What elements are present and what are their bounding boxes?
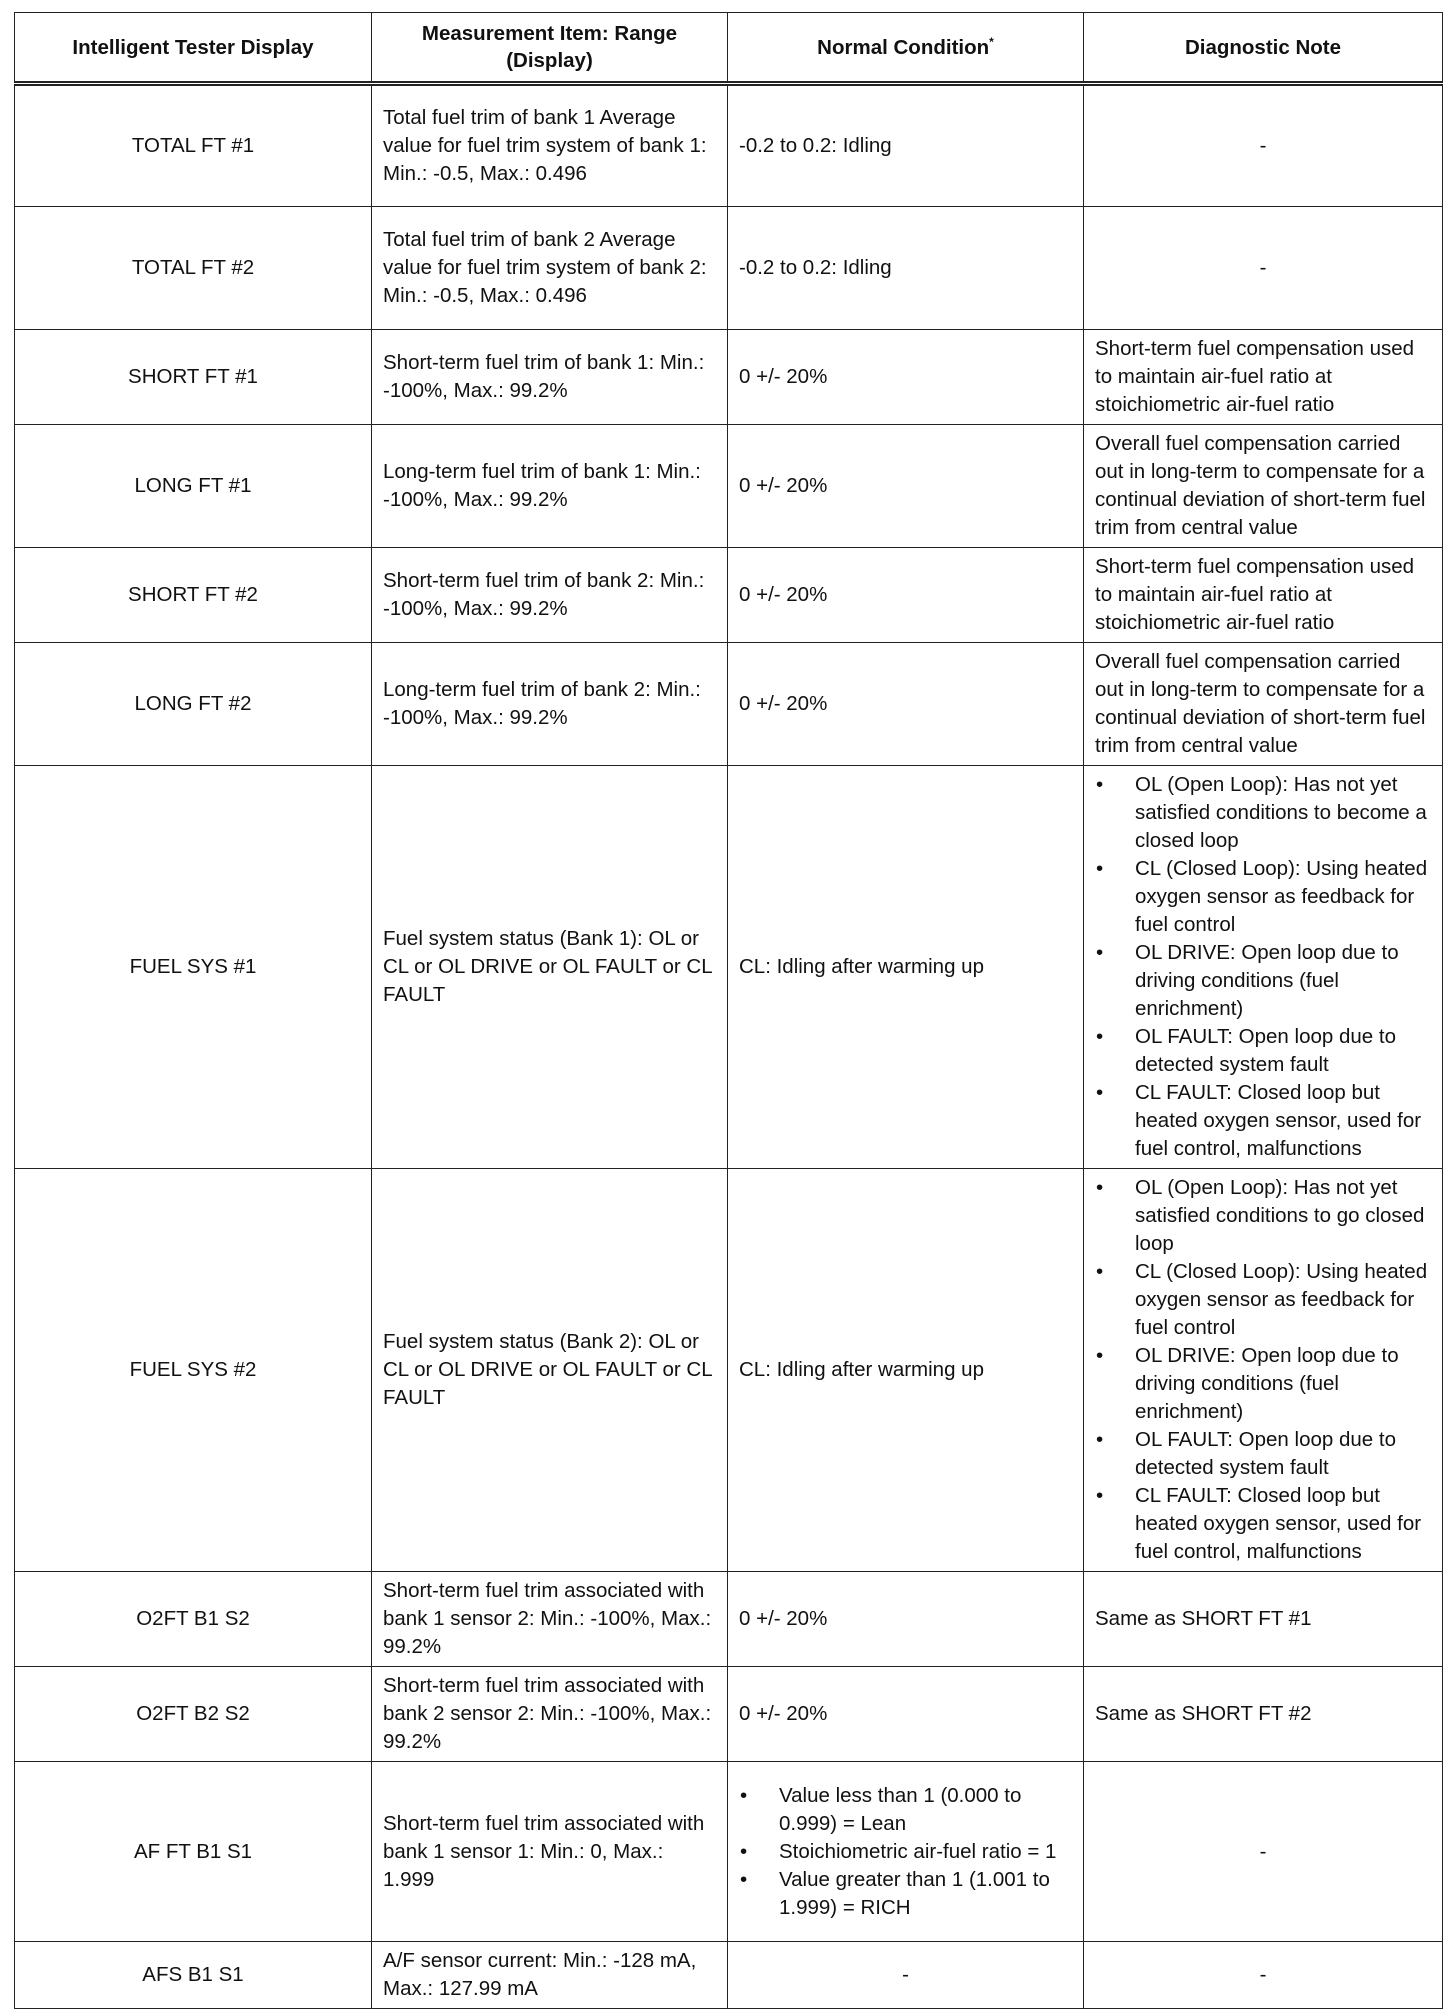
range-cell: Long-term fuel trim of bank 1: Min.: -100%, Max.: 99.2% xyxy=(372,425,728,548)
range-cell: Short-term fuel trim associated with bank 1 sensor 2: Min.: -100%, Max.: 99.2% xyxy=(372,1572,728,1667)
data-list-table xyxy=(14,12,1443,2009)
range-cell: Long-term fuel trim of bank 2: Min.: -100%, Max.: 99.2% xyxy=(372,643,728,766)
display-cell: TOTAL FT #2 xyxy=(15,207,372,330)
normal-cell: CL: Idling after warming up xyxy=(728,766,1084,1169)
table-row xyxy=(15,1667,1443,1762)
table-row xyxy=(15,1572,1443,1667)
range-cell: Short-term fuel trim of bank 2: Min.: -100%, Max.: 99.2% xyxy=(372,548,728,643)
normal-cell xyxy=(728,1762,1084,1942)
list-item: • CL FAULT: Closed loop but heated oxygen sensor, used for fuel control, malfunctions xyxy=(1095,1079,1431,1163)
list-item: • OL (Open Loop): Has not yet satisfied conditions to become a closed loop xyxy=(1095,771,1431,855)
range-cell: A/F sensor current: Min.: -128 mA, Max.: 127.99 mA xyxy=(372,1942,728,2009)
range-cell: Fuel system status (Bank 2): OL or CL or OL DRIVE or OL FAULT or CL FAULT xyxy=(372,1169,728,1572)
range-cell: Short-term fuel trim of bank 1: Min.: -100%, Max.: 99.2% xyxy=(372,330,728,425)
note-cell: Short-term fuel compensation used to maintain air-fuel ratio at stoichiometric air-fuel ratio xyxy=(1084,548,1443,643)
header-range: Measurement Item: Range (Display) xyxy=(372,13,728,84)
note-cell: - xyxy=(1084,84,1443,207)
range-cell: Short-term fuel trim associated with bank 1 sensor 1: Min.: 0, Max.: 1.999 xyxy=(372,1762,728,1942)
table-row xyxy=(15,643,1443,766)
list-item: • CL (Closed Loop): Using heated oxygen sensor as feedback for fuel control xyxy=(1095,855,1431,939)
note-cell: - xyxy=(1084,207,1443,330)
note-cell: - xyxy=(1084,1762,1443,1942)
footnote-mark: * xyxy=(989,34,994,49)
note-cell xyxy=(1084,1169,1443,1572)
note-cell: Overall fuel compensation carried out in long-term to compensate for a continual deviation of short-term fuel trim from central value xyxy=(1084,425,1443,548)
display-cell: LONG FT #2 xyxy=(15,643,372,766)
note-cell: - xyxy=(1084,1942,1443,2009)
display-cell: O2FT B1 S2 xyxy=(15,1572,372,1667)
note-cell: Overall fuel compensation carried out in long-term to compensate for a continual deviation of short-term fuel trim from central value xyxy=(1084,643,1443,766)
header-note: Diagnostic Note xyxy=(1084,13,1443,84)
table-row xyxy=(15,1942,1443,2009)
table-row xyxy=(15,1762,1443,1942)
display-cell: SHORT FT #1 xyxy=(15,330,372,425)
display-cell: AF FT B1 S1 xyxy=(15,1762,372,1942)
list-item: • OL (Open Loop): Has not yet satisfied conditions to go closed loop xyxy=(1095,1174,1431,1258)
display-cell: FUEL SYS #2 xyxy=(15,1169,372,1572)
display-cell: TOTAL FT #1 xyxy=(15,84,372,207)
header-row xyxy=(15,13,1443,84)
table-row xyxy=(15,207,1443,330)
note-list xyxy=(1095,771,1431,1163)
range-cell: Fuel system status (Bank 1): OL or CL or OL DRIVE or OL FAULT or CL FAULT xyxy=(372,766,728,1169)
list-item: • Stoichiometric air-fuel ratio = 1 xyxy=(739,1838,1072,1866)
range-cell: Short-term fuel trim associated with bank 2 sensor 2: Min.: -100%, Max.: 99.2% xyxy=(372,1667,728,1762)
note-cell: Short-term fuel compensation used to maintain air-fuel ratio at stoichiometric air-fuel ratio xyxy=(1084,330,1443,425)
note-cell: Same as SHORT FT #1 xyxy=(1084,1572,1443,1667)
normal-cell: 0 +/- 20% xyxy=(728,548,1084,643)
table-row xyxy=(15,766,1443,1169)
range-cell: Total fuel trim of bank 1 Average value for fuel trim system of bank 1: Min.: -0.5, Max.: 0.496 xyxy=(372,84,728,207)
list-item: • OL FAULT: Open loop due to detected system fault xyxy=(1095,1023,1431,1079)
list-item: • Value greater than 1 (1.001 to 1.999) = RICH xyxy=(739,1866,1072,1922)
normal-cell: 0 +/- 20% xyxy=(728,643,1084,766)
header-display: Intelligent Tester Display xyxy=(15,13,372,84)
note-cell: Same as SHORT FT #2 xyxy=(1084,1667,1443,1762)
display-cell: AFS B1 S1 xyxy=(15,1942,372,2009)
normal-cell: 0 +/- 20% xyxy=(728,1667,1084,1762)
display-cell: O2FT B2 S2 xyxy=(15,1667,372,1762)
normal-cell: -0.2 to 0.2: Idling xyxy=(728,84,1084,207)
list-item: • CL FAULT: Closed loop but heated oxygen sensor, used for fuel control, malfunctions xyxy=(1095,1482,1431,1566)
normal-cell: -0.2 to 0.2: Idling xyxy=(728,207,1084,330)
normal-cell: CL: Idling after warming up xyxy=(728,1169,1084,1572)
table-row xyxy=(15,330,1443,425)
normal-cell: 0 +/- 20% xyxy=(728,1572,1084,1667)
normal-cell: 0 +/- 20% xyxy=(728,425,1084,548)
list-item: • Value less than 1 (0.000 to 0.999) = Lean xyxy=(739,1782,1072,1838)
header-normal: Normal Condition* xyxy=(728,13,1084,84)
normal-cell: 0 +/- 20% xyxy=(728,330,1084,425)
note-list xyxy=(1095,1174,1431,1566)
note-cell xyxy=(1084,766,1443,1169)
list-item: • OL DRIVE: Open loop due to driving conditions (fuel enrichment) xyxy=(1095,939,1431,1023)
range-cell: Total fuel trim of bank 2 Average value for fuel trim system of bank 2: Min.: -0.5, Max.: 0.496 xyxy=(372,207,728,330)
table-row xyxy=(15,1169,1443,1572)
normal-cell: - xyxy=(728,1942,1084,2009)
list-item: • CL (Closed Loop): Using heated oxygen sensor as feedback for fuel control xyxy=(1095,1258,1431,1342)
list-item: • OL DRIVE: Open loop due to driving conditions (fuel enrichment) xyxy=(1095,1342,1431,1426)
normal-list xyxy=(739,1782,1072,1922)
table-row xyxy=(15,548,1443,643)
display-cell: LONG FT #1 xyxy=(15,425,372,548)
table-row xyxy=(15,84,1443,207)
list-item: • OL FAULT: Open loop due to detected system fault xyxy=(1095,1426,1431,1482)
table-row xyxy=(15,425,1443,548)
display-cell: SHORT FT #2 xyxy=(15,548,372,643)
display-cell: FUEL SYS #1 xyxy=(15,766,372,1169)
